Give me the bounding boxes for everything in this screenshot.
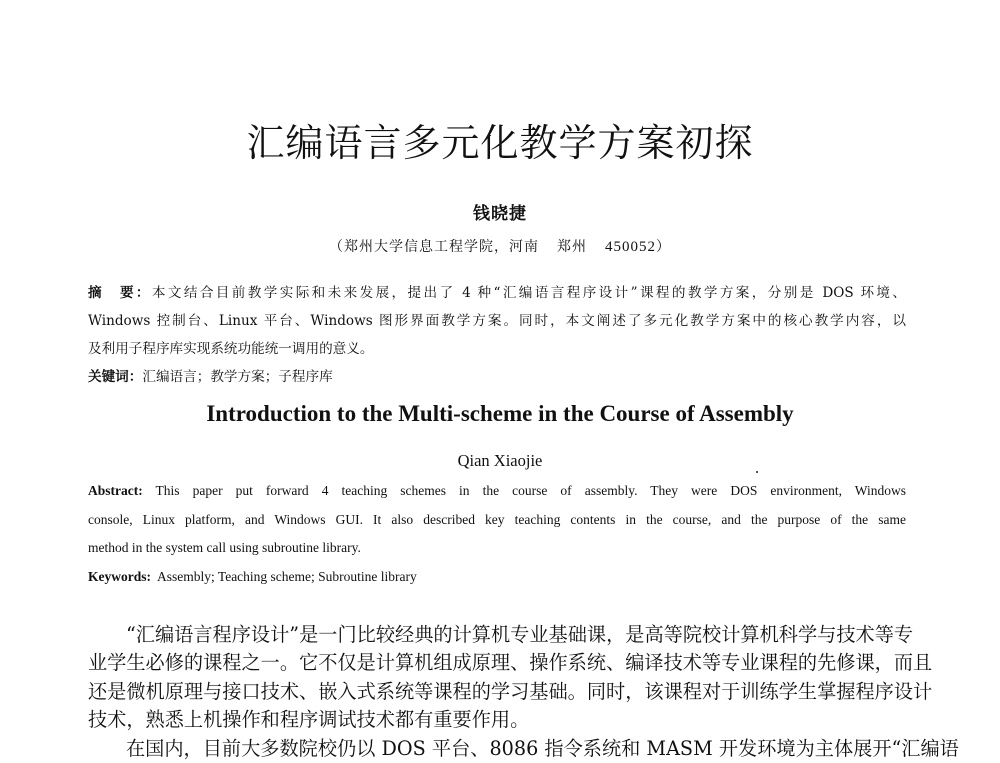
keywords-en-line <box>88 563 906 592</box>
body-paragraph-1 <box>88 621 933 735</box>
keywords-cn-text: 汇编语言；教学方案；子程序库 <box>142 369 333 385</box>
body-p2-line-1: 在国内，目前大多数院校仍以 DOS 平台、8086 指令系统和 MASM 开发环境为主体展开“汇编语 <box>126 737 959 760</box>
affiliation-postcode: 450052 <box>605 239 656 255</box>
abstract-cn-line-2: Windows 控制台、Linux 平台、Windows 图形界面教学方案。同时，本文阐述了多元化教学方案中的核心教学内容，以 <box>88 313 906 329</box>
affiliation-cn <box>0 236 1000 256</box>
abstract-en-line-1 <box>88 477 906 506</box>
keywords-en-label: Keywords: <box>88 569 151 584</box>
abstract-cn-line-3: 及利用子程序库实现系统功能统一调用的意义。 <box>88 341 374 357</box>
author-en: Qian Xiaojie <box>457 451 543 470</box>
paper-title-en: Introduction to the Multi-scheme in the Course of Assembly <box>206 401 794 426</box>
abstract-cn-line-1 <box>88 279 906 307</box>
paper-title-cn: 汇编语言多元化教学方案初探 <box>246 121 754 165</box>
scan-speck <box>756 471 758 473</box>
body-p1-line-3: 还是微机原理与接口技术、嵌入式系统等课程的学习基础。同时，该课程对于训练学生掌握程序设计 <box>88 679 933 703</box>
abstract-cn-text-1: 本文结合目前教学实际和未来发展，提出了 4 种“汇编语言程序设计”课程的教学方案，分别是 DOS 环境、 <box>151 285 906 301</box>
body-p1-line-2: 业学生必修的课程之一。它不仅是计算机组成原理、操作系统、编译技术等专业课程的先修课，而且 <box>88 651 933 675</box>
abstract-en-text-1: This paper put forward 4 teaching schemes in the course of assembly. They were DOS environment, Windows <box>155 483 906 498</box>
abstract-cn <box>88 279 906 363</box>
keywords-cn-label: 关键词： <box>88 369 143 385</box>
author-cn: 钱晓捷 <box>473 204 527 224</box>
affiliation-close-paren: ） <box>656 239 671 255</box>
body-p1-line-1: “汇编语言程序设计”是一门比较经典的计算机专业基础课，是高等院校计算机科学与技术等专 <box>126 623 914 646</box>
abstract-en-line-2: console, Linux platform, and Windows GUI. It also described key teaching contents in the course, and the purpose of the same <box>88 511 906 527</box>
abstract-en <box>88 477 906 563</box>
affiliation-org: 郑州大学信息工程学院，河南 <box>344 239 539 255</box>
keywords-cn <box>88 363 906 391</box>
abstract-en-line-3: method in the system call using subroutine library. <box>88 540 361 556</box>
keywords-en-text: Assembly; Teaching scheme; Subroutine library <box>157 569 417 584</box>
affiliation-city: 郑州 <box>557 239 587 255</box>
body-paragraph-2 <box>88 735 959 763</box>
keywords-en <box>88 563 906 592</box>
affiliation-open-paren: （ <box>329 239 344 255</box>
keywords-cn-line <box>88 363 906 391</box>
body-p1-line-4: 技术，熟悉上机操作和程序调试技术都有重要作用。 <box>88 708 530 732</box>
abstract-cn-label: 摘 要： <box>88 285 152 301</box>
abstract-en-label: Abstract: <box>88 483 143 498</box>
